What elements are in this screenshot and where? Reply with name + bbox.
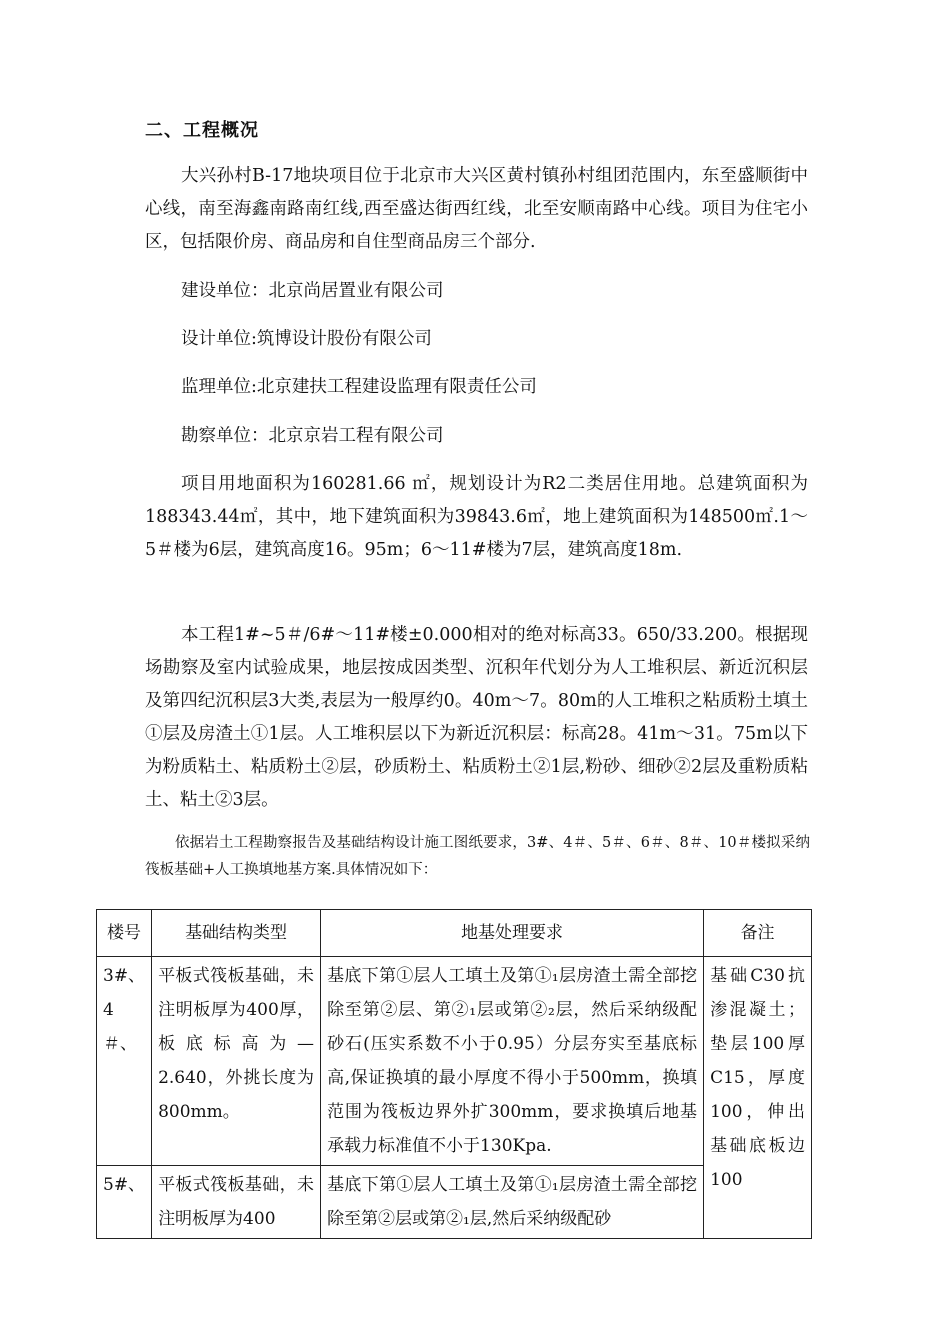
survey-unit: 勘察单位：北京京岩工程有限公司 xyxy=(181,426,444,446)
cell-treatment: 基底下第①层人工填土及第①₁层房渣土需全部挖除至第②层、第②₁层或第②₂层，然后采纳级配砂石(压实系数不小于0.95）分层夯实至基底标高,保证换填的最小厚度不得小于500mm，换填范围为筏板边界外扩300mm，要求换填后地基承载力标准值不小于130Kpa. xyxy=(321,957,704,1166)
geology-paragraph: 本工程1#~5＃/6#～11#楼±0.000相对的绝对标高33。650/33.200。根据现场勘察及室内试验成果，地层按成因类型、沉积年代划分为人工堆积层、新近沉积层及第四纪沉积层3大类,表层为一般厚约0。40m～7。80m的人工堆积之粘质粉土填土①层及房渣土①1层。人工堆积层以下为新近沉积层：标高28。41m～31。75m以下为粉质粘土、粘质粉土②层，砂质粉土、粘质粉土②1层,粉砂、细砂②2层及重粉质粘土、粘土②3层。 xyxy=(145,625,808,810)
basis-paragraph: 依据岩土工程勘察报告及基础结构设计施工图纸要求，3#、4＃、5＃、6＃、8＃、10＃楼拟采纳筏板基础+人工换填地基方案.具体情况如下： xyxy=(145,835,810,878)
cell-treatment: 基底下第①层人工填土及第①₁层房渣土需全部挖除至第②层或第②₁层,然后采纳级配砂 xyxy=(321,1166,704,1239)
foundation-table xyxy=(96,909,812,1239)
header-building: 楼号 xyxy=(97,910,152,957)
cell-remark: 基础C30抗渗混凝土；垫层100厚C15，厚度100，伸出基础底板边100 xyxy=(704,957,812,1239)
header-treatment: 地基处理要求 xyxy=(321,910,704,957)
table-header-row xyxy=(97,910,812,957)
construction-unit: 建设单位：北京尚居置业有限公司 xyxy=(181,281,444,301)
supervision-unit: 监理单位:北京建扶工程建设监理有限责任公司 xyxy=(181,377,537,397)
cell-building: 5#、 xyxy=(97,1166,152,1239)
cell-structure: 平板式筏板基础，未注明板厚为400厚，板底标高为—2.640，外挑长度为800mm。 xyxy=(152,957,321,1166)
table-row xyxy=(97,957,812,1166)
header-remark: 备注 xyxy=(704,910,812,957)
cell-structure: 平板式筏板基础，未注明板厚为400 xyxy=(152,1166,321,1239)
project-intro-paragraph: 大兴孙村B-17地块项目位于北京市大兴区黄村镇孙村组团范围内，东至盛顺街中心线，南至海鑫南路南红线,西至盛达街西红线，北至安顺南路中心线。项目为住宅小区，包括限价房、商品房和自住型商品房三个部分. xyxy=(145,166,808,252)
header-structure: 基础结构类型 xyxy=(152,910,321,957)
section-title: 二、工程概况 xyxy=(145,120,259,141)
design-unit: 设计单位:筑博设计股份有限公司 xyxy=(181,329,432,349)
cell-building: 3#、4＃、 xyxy=(97,957,152,1166)
area-paragraph: 项目用地面积为160281.66 ㎡，规划设计为R2二类居住用地。总建筑面积为188343.44㎡，其中，地下建筑面积为39843.6㎡，地上建筑面积为148500㎡.1～5＃楼为6层，建筑高度16。95m；6～11#楼为7层，建筑高度18m. xyxy=(145,474,808,560)
